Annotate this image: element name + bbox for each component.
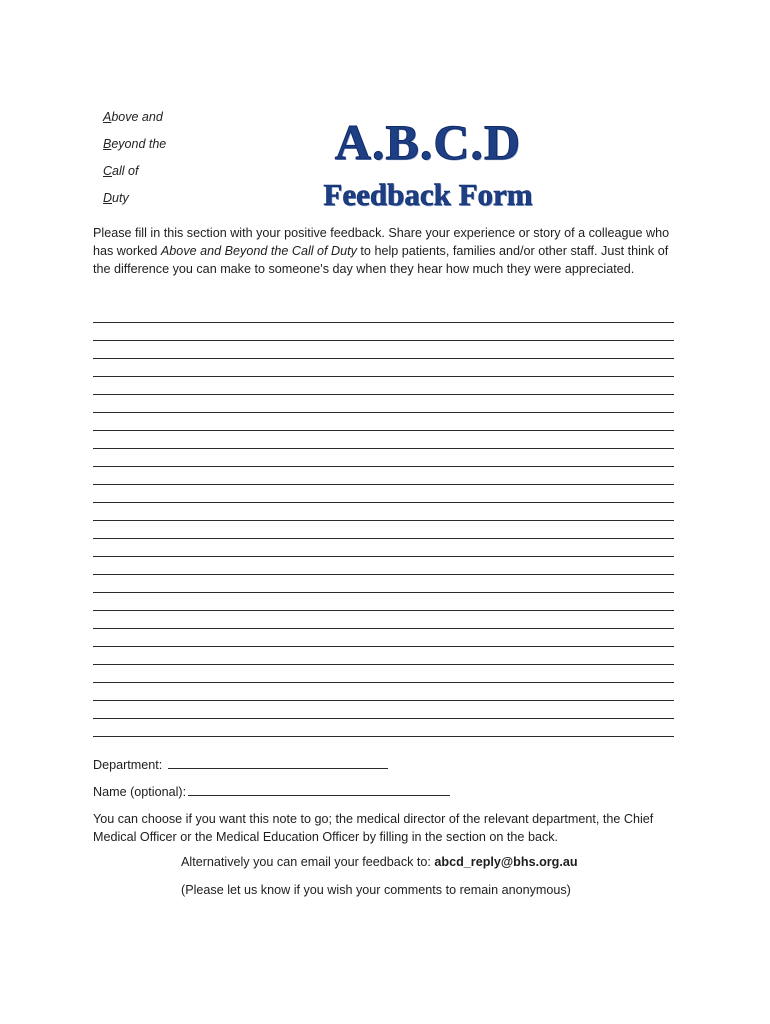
feedback-blank-line[interactable] xyxy=(93,485,674,503)
feedback-blank-line[interactable] xyxy=(93,323,674,341)
feedback-blank-line[interactable] xyxy=(93,359,674,377)
recipient-choice-text: You can choose if you want this note to go; the medical director of the relevant department, the Chief Medical Officer or the Medical Education Officer by filling in the section on the back. xyxy=(93,812,654,844)
acronym-rest: eyond the xyxy=(111,137,167,151)
feedback-blank-line[interactable] xyxy=(93,611,674,629)
feedback-blank-line[interactable] xyxy=(93,629,674,647)
intro-text-after: to help patients, families and/or other staff. Just think of the difference you can make to someone's day when they hear how much they were appreciated. xyxy=(93,244,669,276)
acronym-row-c xyxy=(103,158,166,185)
intro-emphasis: Above and Beyond the Call of Duty xyxy=(160,244,357,258)
acronym-rest: all of xyxy=(112,164,139,178)
form-title: A.B.C.D xyxy=(334,114,522,170)
feedback-blank-line[interactable] xyxy=(93,377,674,395)
department-field xyxy=(93,755,388,774)
feedback-writing-area[interactable] xyxy=(93,305,674,737)
feedback-blank-line[interactable] xyxy=(93,395,674,413)
name-blank[interactable] xyxy=(188,782,450,796)
acronym-initial: C xyxy=(103,164,113,178)
feedback-blank-line[interactable] xyxy=(93,305,674,323)
feedback-blank-line[interactable] xyxy=(93,341,674,359)
feedback-blank-line[interactable] xyxy=(93,701,674,719)
acronym-row-a xyxy=(103,104,166,131)
feedback-blank-line[interactable] xyxy=(93,503,674,521)
anonymous-note: (Please let us know if you wish your comments to remain anonymous) xyxy=(181,883,571,897)
acronym-initial: A xyxy=(103,110,112,124)
acronym-row-b xyxy=(103,131,166,158)
intro-text-before: Please fill in this section with your positive feedback. Share your experience or story of a colleague who has worked xyxy=(93,226,670,258)
acronym-rest: bove and xyxy=(111,110,163,124)
feedback-blank-line[interactable] xyxy=(93,539,674,557)
acronym-initial: B xyxy=(103,137,112,151)
name-field xyxy=(93,782,450,801)
feedback-blank-line[interactable] xyxy=(93,683,674,701)
department-blank[interactable] xyxy=(168,755,388,769)
feedback-blank-line[interactable] xyxy=(93,647,674,665)
email-prefix: Alternatively you can email your feedback to: xyxy=(181,855,435,869)
feedback-blank-line[interactable] xyxy=(93,593,674,611)
form-subtitle: Feedback Form xyxy=(323,177,533,212)
feedback-blank-line[interactable] xyxy=(93,431,674,449)
intro-paragraph xyxy=(93,224,678,278)
feedback-blank-line[interactable] xyxy=(93,449,674,467)
feedback-blank-line[interactable] xyxy=(93,557,674,575)
acronym-initial: D xyxy=(103,191,113,205)
feedback-blank-line[interactable] xyxy=(93,521,674,539)
feedback-blank-line[interactable] xyxy=(93,665,674,683)
acronym-rest: uty xyxy=(112,191,129,205)
feedback-blank-line[interactable] xyxy=(93,467,674,485)
email-address[interactable]: abcd_reply@bhs.org.au xyxy=(434,855,578,869)
feedback-blank-line[interactable] xyxy=(93,575,674,593)
email-line xyxy=(181,853,578,871)
name-label: Name (optional): xyxy=(93,785,187,799)
feedback-blank-line[interactable] xyxy=(93,413,674,431)
department-label: Department: xyxy=(93,758,163,772)
acronym-row-d xyxy=(103,185,166,212)
feedback-blank-line[interactable] xyxy=(93,719,674,737)
acronym-list xyxy=(103,104,166,212)
